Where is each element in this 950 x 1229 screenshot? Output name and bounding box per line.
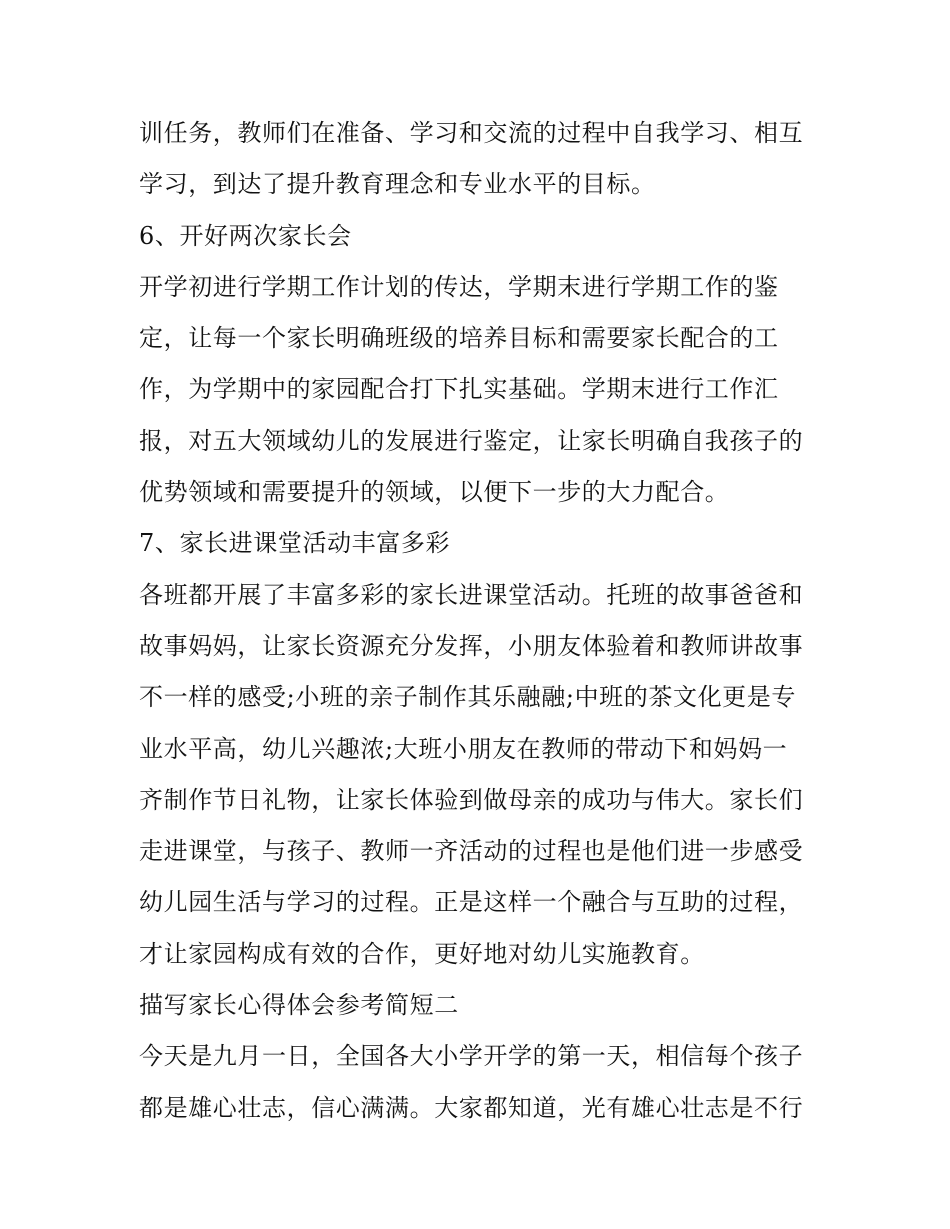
- text-line: 故事妈妈，让家长资源充分发挥，小朋友体验着和教师讲故事: [139, 631, 804, 660]
- text-line: 幼儿园生活与学习的过程。正是这样一个融合与互助的过程，: [139, 888, 804, 917]
- text-line: 学习，到达了提升教育理念和专业水平的目标。: [139, 170, 656, 199]
- text-line: 开学初进行学期工作计划的传达，学期末进行学期工作的鉴: [139, 272, 779, 301]
- text-line: 都是雄心壮志，信心满满。大家都知道，光有雄心壮志是不行: [139, 1093, 804, 1122]
- text-line: 各班都开展了丰富多彩的家长进课堂活动。托班的故事爸爸和: [139, 580, 804, 609]
- text-line: 业水平高，幼儿兴趣浓;大班小朋友在教师的带动下和妈妈一: [139, 734, 788, 763]
- section-heading: 描写家长心得体会参考简短二: [139, 991, 459, 1020]
- text-line: 报，对五大领域幼儿的发展进行鉴定，让家长明确自我孩子的: [139, 426, 804, 455]
- text-line: 才让家园构成有效的合作，更好地对幼儿实施教育。: [139, 939, 705, 968]
- text-line: 今天是九月一日，全国各大小学开学的第一天，相信每个孩子: [139, 1042, 804, 1071]
- document-body: [139, 108, 819, 1134]
- text-line: 定，让每一个家长明确班级的培养目标和需要家长配合的工: [139, 324, 779, 353]
- section-heading: 7、家长进课堂活动丰富多彩: [139, 529, 451, 558]
- text-line: 齐制作节日礼物，让家长体验到做母亲的成功与伟大。家长们: [139, 785, 804, 814]
- text-line: 训任务，教师们在准备、学习和交流的过程中自我学习、相互: [139, 119, 804, 147]
- text-line: 不一样的感受;小班的亲子制作其乐融融;中班的茶文化更是专: [139, 683, 796, 712]
- text-line: 走进课堂，与孩子、教师一齐活动的过程也是他们进一步感受: [139, 837, 804, 866]
- text-line: 作，为学期中的家园配合打下扎实基础。学期末进行工作汇: [139, 375, 779, 404]
- section-heading: 6、开好两次家长会: [139, 221, 352, 250]
- text-line: 优势领域和需要提升的领域，以便下一步的大力配合。: [139, 478, 730, 507]
